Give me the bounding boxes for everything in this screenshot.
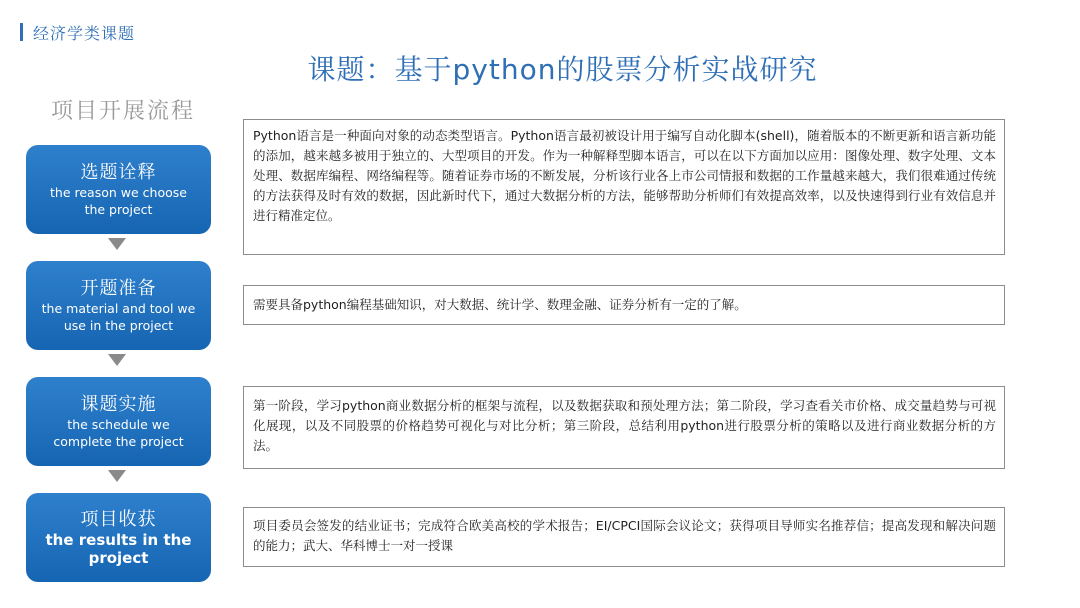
content-box-implementation: 第一阶段，学习python商业数据分析的框架与流程，以及数据获取和预处理方法；第二阶段，学习查看关市价格、成交量趋势与可视化展现，以及不同股票的价格趋势可视化与对比分析；第三阶段，总结利用python进行股票分析的策略以及进行商业数据分析的方法。 — [243, 386, 1005, 469]
stage-title: 项目收获 — [80, 508, 157, 530]
stage-subtitle-line: the project — [84, 201, 153, 217]
stage-title: 开题准备 — [80, 277, 157, 299]
stage-title: 课题实施 — [80, 393, 157, 415]
flow-arrow-down-icon — [108, 354, 126, 366]
stage-preparation — [26, 261, 211, 350]
category-accent-bar — [20, 23, 23, 41]
stage-results — [26, 493, 211, 582]
stage-subtitle-line: use in the project — [63, 317, 174, 333]
stage-subtitle-line: the schedule we — [67, 416, 170, 432]
flow-arrow-down-icon — [108, 238, 126, 250]
content-box-reason: Python语言是一种面向对象的动态类型语言。Python语言最初被设计用于编写自动化脚本(shell)，随着版本的不断更新和语言新功能的添加，越来越多被用于独立的、大型项目的开发。作为一种解释型脚本语言，可以在以下方面加以应用：图像处理、数字处理、文本处理、数据库编程、网络编程等。随着证券市场的不断发展，分析该行业各上市公司情报和数据的工作量越来越大，我们很难通过传统的方法获得及时有效的数据，因此新时代下，通过大数据分析的方法，能够帮助分析师们有效提高效率，以及快速得到行业有效信息并进行精准定位。 — [243, 119, 1005, 255]
stage-subtitle-line: complete the project — [53, 433, 184, 449]
stage-subtitle-line: the results in the — [45, 530, 192, 549]
content-box-results: 项目委员会签发的结业证书；完成符合欧美高校的学术报告；EI/CPCI国际会议论文；获得项目导师实名推荐信；提高发现和解决问题的能力；武大、华科博士一对一授课 — [243, 507, 1005, 567]
stage-implementation — [26, 377, 211, 466]
stage-subtitle-line: the material and tool we — [41, 300, 196, 316]
category-header — [20, 22, 135, 42]
page-title: 课题：基于python的股票分析实战研究 — [307, 53, 818, 86]
category-label: 经济学类课题 — [33, 23, 136, 43]
stage-subtitle-line: project — [88, 548, 149, 567]
stage-reason — [26, 145, 211, 234]
stage-title: 选题诠释 — [80, 161, 157, 183]
content-box-preparation: 需要具备python编程基础知识，对大数据、统计学、数理金融、证券分析有一定的了解。 — [243, 285, 1005, 325]
stage-subtitle-line: the reason we choose — [50, 184, 187, 200]
section-title: 项目开展流程 — [51, 99, 196, 124]
flow-arrow-down-icon — [108, 470, 126, 482]
